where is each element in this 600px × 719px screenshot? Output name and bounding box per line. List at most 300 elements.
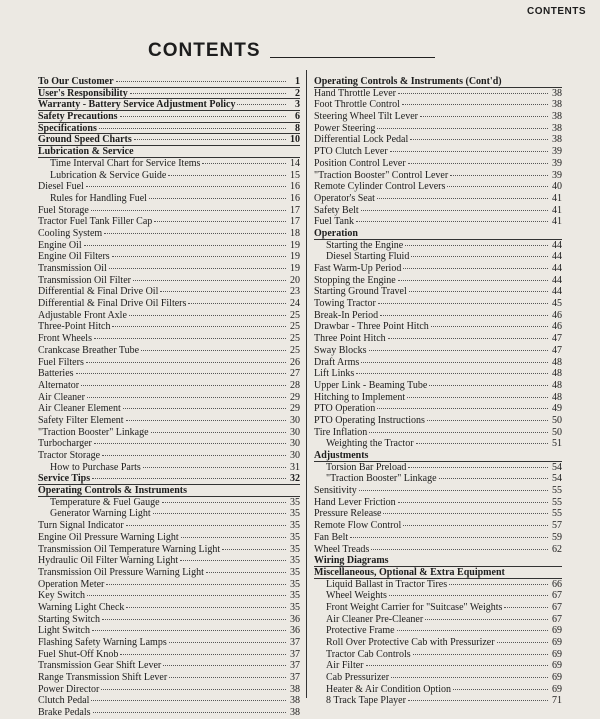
toc-entry [314, 333, 562, 345]
toc-entry-page: 16 [290, 181, 300, 193]
toc-entry [314, 392, 562, 404]
toc-entry-page: 25 [290, 333, 300, 345]
toc-entry [38, 602, 300, 614]
toc-entry-page: 48 [552, 368, 562, 380]
dot-leader [408, 462, 548, 468]
toc-entry-label: Engine Oil Pressure Warning Light [38, 531, 179, 543]
toc-entry-label: Fan Belt [314, 531, 349, 543]
toc-entry [314, 228, 562, 240]
toc-entry-page: 47 [552, 333, 562, 345]
toc-entry [314, 357, 562, 369]
toc-entry [314, 275, 562, 287]
toc-entry-label: Front Wheels [38, 333, 92, 345]
toc-entry-page: 69 [552, 637, 562, 648]
toc-entry-label: Position Control Lever [314, 157, 406, 169]
dot-leader [391, 555, 548, 561]
toc-entry [38, 649, 300, 661]
toc-entry-page: 3 [295, 99, 300, 111]
toc-entry-label: Hand Throttle Lever [314, 87, 397, 99]
toc-entry-label: To Our Customer [38, 76, 114, 87]
toc-entry-page: 57 [552, 520, 562, 532]
dot-leader [153, 508, 286, 514]
toc-entry [314, 672, 562, 684]
toc-entry-label: "Traction Booster" Linkage [326, 473, 437, 485]
toc-entry-page: 67 [552, 590, 562, 602]
toc-entry [38, 310, 300, 322]
toc-entry [314, 403, 562, 415]
dot-leader [102, 450, 286, 456]
dot-leader [92, 473, 286, 479]
toc-entry-page: 25 [290, 344, 300, 356]
dot-leader [112, 251, 286, 257]
dot-leader [92, 625, 286, 631]
toc-entry [314, 508, 562, 520]
toc-entry [38, 508, 300, 520]
toc-entry-page: 36 [290, 613, 300, 625]
dot-leader [76, 368, 286, 374]
dot-leader [169, 637, 286, 643]
dot-leader [222, 544, 286, 550]
toc-entry [314, 520, 562, 532]
toc-entry [38, 672, 300, 684]
toc-entry-page: 17 [290, 204, 300, 216]
dot-leader [407, 392, 548, 398]
toc-entry [38, 251, 300, 263]
toc-entry-label: Three Point Hitch [314, 333, 386, 345]
toc-entry-page: 38 [552, 87, 562, 99]
dot-leader [377, 193, 548, 199]
toc-entry-page: 30 [290, 450, 300, 461]
toc-entry [38, 321, 300, 333]
toc-entry-page: 38 [552, 111, 562, 123]
toc-entry-page: 26 [290, 356, 300, 368]
dot-leader [91, 205, 286, 211]
toc-entry-page: 37 [290, 648, 300, 660]
dot-leader [356, 216, 548, 222]
toc-entry [314, 684, 562, 696]
toc-entry-label: Power Director [38, 683, 100, 695]
dot-leader [409, 286, 548, 292]
toc-entry [38, 590, 300, 602]
toc-entry [314, 415, 562, 427]
toc-entry [314, 660, 562, 672]
toc-entry-label: Engine Oil [38, 239, 82, 251]
toc-entry [38, 380, 300, 392]
toc-entry-page: 38 [290, 695, 300, 707]
toc-entry-page: 50 [552, 414, 562, 426]
toc-entry-page: 50 [552, 426, 562, 438]
toc-entry [314, 88, 562, 100]
toc-entry-label: Differential Lock Pedal [314, 134, 409, 146]
toc-entry-label: Temperature & Fuel Gauge [50, 496, 160, 508]
toc-entry-page: 55 [552, 496, 562, 508]
dot-leader [160, 286, 286, 292]
toc-entry-label: PTO Clutch Lever [314, 146, 388, 158]
dot-leader [427, 415, 548, 421]
toc-entry [314, 205, 562, 217]
page-title: CONTENTS [148, 40, 261, 61]
dot-leader [134, 134, 286, 140]
toc-entry [38, 532, 300, 544]
dot-leader [391, 672, 548, 678]
toc-entry [314, 146, 562, 158]
dot-leader [168, 170, 286, 176]
toc-entry [314, 602, 562, 614]
toc-entry [38, 228, 300, 240]
toc-entry-page: 54 [552, 473, 562, 485]
toc-entry-label: Wheel Treads [314, 543, 370, 555]
toc-entry [38, 625, 300, 637]
dot-leader [429, 380, 548, 386]
toc-entry-page: 44 [552, 239, 562, 251]
toc-entry-label: Time Interval Chart for Service Items [50, 157, 201, 169]
toc-entry [38, 357, 300, 369]
toc-entry-label: Steering Wheel Tilt Lever [314, 111, 418, 123]
toc-entry [38, 520, 300, 532]
dot-leader [143, 462, 286, 468]
toc-entry [38, 660, 300, 672]
toc-entry-label: "Traction Booster" Linkage [38, 426, 149, 438]
dot-leader [123, 403, 286, 409]
toc-entry-label: Front Weight Carrier for "Suitcase" Weights [326, 601, 503, 613]
dot-leader [151, 427, 286, 433]
toc-entry-label: Upper Link - Beaming Tube [314, 379, 428, 391]
toc-entry-page: 69 [552, 672, 562, 684]
toc-entry-label: Service Tips [38, 473, 91, 485]
toc-entry-page: 29 [290, 391, 300, 403]
toc-entry-label: Hand Lever Friction [314, 496, 396, 508]
toc-entry-page: 24 [290, 298, 300, 310]
toc-entry-label: Operator's Seat [314, 192, 375, 204]
dot-leader [497, 637, 548, 643]
toc-entry-label: Turbocharger [38, 438, 92, 450]
dot-leader [237, 99, 286, 105]
toc-entry [38, 427, 300, 439]
dot-leader [130, 88, 286, 94]
toc-entry-label: Drawbar - Three Point Hitch [314, 321, 429, 333]
toc-entry-page: 36 [290, 625, 300, 637]
toc-entry-page: 67 [552, 613, 562, 625]
dot-leader [136, 146, 286, 152]
dot-leader [181, 532, 286, 538]
toc-entry-page: 39 [552, 146, 562, 158]
dot-leader [86, 357, 286, 363]
toc-entry-label: Fuel Filters [38, 356, 84, 368]
toc-entry-page: 38 [552, 99, 562, 111]
toc-entry [38, 544, 300, 556]
toc-entry [38, 555, 300, 567]
dot-leader [453, 684, 548, 690]
toc-entry-label: Crankcase Breather Tube [38, 344, 140, 356]
toc-entry-label: Specifications [38, 122, 97, 134]
dot-leader [112, 321, 286, 327]
toc-entry-label: "Traction Booster" Control Lever [314, 169, 449, 181]
toc-entry-page: 10 [290, 134, 300, 146]
dot-leader [403, 520, 548, 526]
toc-entry-label: Air Cleaner [38, 391, 85, 403]
toc-entry [314, 123, 562, 135]
toc-entry-page: 69 [552, 683, 562, 695]
toc-entry-page: 19 [290, 239, 300, 251]
toc-entry-label: Hitching to Implement [314, 391, 406, 403]
toc-entry-label: Towing Tractor [314, 298, 376, 310]
dot-leader [420, 111, 548, 117]
toc-entry [38, 158, 300, 170]
toc-entry-page: 17 [290, 216, 300, 228]
toc-entry-label: Diesel Fuel [38, 181, 84, 193]
dot-leader [378, 298, 548, 304]
toc-entry-label: Operating Controls & Instruments [38, 485, 187, 497]
dot-leader [370, 450, 548, 456]
toc-entry-label: Key Switch [38, 590, 85, 602]
toc-entry-page: 35 [290, 578, 300, 590]
toc-entry-label: Clutch Pedal [38, 695, 90, 707]
toc-entry [38, 146, 300, 158]
toc-entry [38, 473, 300, 485]
toc-entry-page: 41 [552, 192, 562, 204]
toc-entry [314, 263, 562, 275]
toc-entry-page: 27 [290, 368, 300, 380]
dot-leader [189, 485, 286, 491]
dot-leader [141, 345, 286, 351]
toc-entry-page: 66 [552, 578, 562, 590]
dot-leader [383, 508, 548, 514]
toc-entry-label: Air Filter [326, 660, 364, 672]
toc-entry-label: Lubrication & Service Guide [50, 169, 167, 181]
dot-leader [504, 76, 548, 82]
toc-entry [314, 637, 562, 649]
toc-entry [38, 205, 300, 217]
toc-entry [314, 216, 562, 228]
dot-leader [380, 310, 548, 316]
dot-leader [188, 298, 286, 304]
toc-entry-page: 44 [552, 251, 562, 263]
toc-entry [38, 637, 300, 649]
toc-entry [38, 263, 300, 275]
dot-leader [389, 590, 548, 596]
toc-entry-label: Engine Oil Filters [38, 251, 110, 263]
toc-entry-label: Transmission Oil Filter [38, 274, 131, 286]
toc-entry [38, 579, 300, 591]
toc-entry [38, 497, 300, 509]
dot-leader [439, 473, 548, 479]
toc-left-column [38, 76, 300, 719]
toc-entry [314, 181, 562, 193]
toc-entry-label: Remote Flow Control [314, 520, 402, 532]
toc-entry [38, 111, 300, 123]
dot-leader [360, 228, 548, 234]
dot-leader [120, 111, 286, 117]
dot-leader [507, 567, 548, 573]
toc-entry-label: Warning Light Check [38, 601, 125, 613]
toc-entry-page: 35 [290, 496, 300, 508]
toc-entry-page: 16 [290, 192, 300, 204]
dot-leader [390, 146, 548, 152]
toc-entry [314, 614, 562, 626]
dot-leader [126, 602, 286, 608]
dot-leader [99, 123, 286, 129]
toc-entry-page: 48 [552, 391, 562, 403]
dot-leader [431, 321, 548, 327]
toc-entry-page: 45 [552, 298, 562, 310]
dot-leader [93, 707, 287, 713]
toc-entry [314, 310, 562, 322]
toc-entry-page: 62 [552, 543, 562, 555]
toc-entry [314, 485, 562, 497]
toc-entry-label: Transmission Oil [38, 263, 107, 274]
toc-entry-page: 23 [290, 286, 300, 298]
toc-entry [38, 614, 300, 626]
toc-entry [314, 625, 562, 637]
toc-entry [314, 567, 562, 579]
toc-entry-page: 48 [552, 356, 562, 368]
toc-entry-label: 8 Track Tape Player [326, 695, 406, 707]
toc-entry [38, 240, 300, 252]
toc-entry-page: 59 [552, 531, 562, 543]
toc-entry-label: Cooling System [38, 227, 103, 239]
toc-entry [38, 181, 300, 193]
toc-entry-label: Brake Pedals [38, 707, 91, 719]
toc-entry-label: Liquid Ballast in Tractor Tires [326, 578, 448, 590]
toc-entry-label: Starting Switch [38, 613, 100, 625]
toc-entry-page: 25 [290, 309, 300, 321]
dot-leader [356, 368, 548, 374]
toc-entry [38, 134, 300, 146]
toc-entry [314, 438, 562, 450]
toc-entry [38, 567, 300, 579]
toc-entry-label: Three-Point Hitch [38, 321, 111, 333]
toc-entry-label: Tire Inflation [314, 426, 368, 438]
dot-leader [411, 251, 548, 257]
toc-entry-label: Remote Cylinder Control Levers [314, 181, 446, 193]
toc-entry-page: 51 [552, 438, 562, 450]
toc-entry-label: Air Cleaner Pre-Cleaner [326, 613, 424, 625]
dot-leader [86, 181, 286, 187]
toc-entry-label: Safety Precautions [38, 111, 118, 123]
toc-entry-label: Lift Links [314, 368, 355, 380]
toc-entry-page: 35 [290, 543, 300, 555]
toc-entry-page: 37 [290, 637, 300, 648]
toc-entry-page: 15 [290, 169, 300, 181]
toc-entry-page: 31 [290, 461, 300, 473]
toc-entry-label: Cab Pressurizer [326, 672, 390, 684]
toc-entry-page: 8 [295, 122, 300, 134]
toc-entry-label: Torsion Bar Preload [326, 461, 407, 473]
dot-leader [101, 684, 286, 690]
dot-leader [447, 181, 548, 187]
dot-leader [81, 380, 286, 386]
toc-entry-label: Fuel Tank [314, 216, 354, 228]
dot-leader [126, 520, 286, 526]
dot-leader [398, 88, 548, 94]
toc-entry [314, 251, 562, 263]
dot-leader [94, 438, 286, 444]
toc-entry-page: 18 [290, 227, 300, 239]
dot-leader [366, 660, 549, 666]
toc-entry-label: Transmission Oil Pressure Warning Light [38, 566, 204, 578]
toc-entry-label: Starting the Engine [326, 239, 404, 251]
toc-entry-page: 38 [552, 122, 562, 134]
toc-entry [38, 392, 300, 404]
toc-entry [314, 240, 562, 252]
toc-entry-page: 38 [552, 134, 562, 146]
toc-entry-page: 35 [290, 601, 300, 613]
toc-entry-page: 30 [290, 438, 300, 450]
dot-leader [413, 649, 548, 655]
toc-entry-label: Sway Blocks [314, 344, 367, 356]
toc-entry [38, 333, 300, 345]
dot-leader [377, 123, 548, 129]
toc-entry-page: 39 [552, 157, 562, 169]
toc-entry-label: Fast Warm-Up Period [314, 263, 402, 274]
toc-entry [314, 532, 562, 544]
toc-entry-label: Operation Meter [38, 578, 105, 590]
toc-entry-label: Tractor Fuel Tank Filler Cap [38, 216, 153, 228]
toc-entry-page: 69 [552, 625, 562, 637]
toc-entry [38, 368, 300, 380]
toc-entry-page: 49 [552, 403, 562, 415]
toc-entry-label: Stopping the Engine [314, 274, 396, 286]
toc-entry-label: Adjustable Front Axle [38, 309, 127, 321]
dot-leader [350, 532, 548, 538]
toc-right-column [314, 76, 562, 707]
dot-leader [104, 228, 286, 234]
toc-entry-page: 69 [552, 648, 562, 660]
toc-entry-label: Batteries [38, 368, 74, 380]
toc-entry-page: 40 [552, 181, 562, 193]
toc-entry-label: Weighting the Tractor [326, 438, 414, 450]
dot-leader [94, 333, 286, 339]
toc-entry-page: 30 [290, 414, 300, 426]
dot-leader [416, 438, 548, 444]
toc-entry-label: Turn Signal Indicator [38, 520, 124, 532]
toc-entry-label: Fuel Storage [38, 204, 89, 216]
toc-entry [314, 473, 562, 485]
toc-entry-page: 47 [552, 344, 562, 356]
dot-leader [398, 497, 548, 503]
toc-entry-page: 48 [552, 379, 562, 391]
dot-leader [169, 672, 286, 678]
toc-entry-label: Differential & Final Drive Oil Filters [38, 298, 187, 310]
dot-leader [91, 695, 286, 701]
toc-entry [314, 695, 562, 707]
toc-entry-page: 1 [295, 76, 300, 87]
toc-entry [38, 438, 300, 450]
toc-entry-page: 37 [290, 660, 300, 672]
toc-entry-label: Safety Filter Element [38, 414, 124, 426]
toc-entry [314, 555, 562, 567]
toc-entry-page: 46 [552, 309, 562, 321]
toc-entry [38, 275, 300, 287]
dot-leader [180, 555, 286, 561]
toc-entry [314, 170, 562, 182]
toc-entry-page: 20 [290, 274, 300, 286]
column-divider [306, 70, 307, 698]
toc-entry [314, 345, 562, 357]
toc-entry-page: 19 [290, 251, 300, 263]
toc-entry [314, 497, 562, 509]
toc-entry [38, 286, 300, 298]
toc-entry-page: 44 [552, 274, 562, 286]
toc-entry-label: Power Steering [314, 122, 376, 134]
dot-leader [371, 544, 548, 550]
dot-leader [402, 99, 548, 105]
dot-leader [450, 170, 548, 176]
toc-entry-label: Range Transmission Shift Lever [38, 672, 168, 684]
toc-entry [314, 450, 562, 462]
toc-entry-page: 67 [552, 601, 562, 613]
toc-entry-label: Protective Frame [326, 625, 395, 637]
